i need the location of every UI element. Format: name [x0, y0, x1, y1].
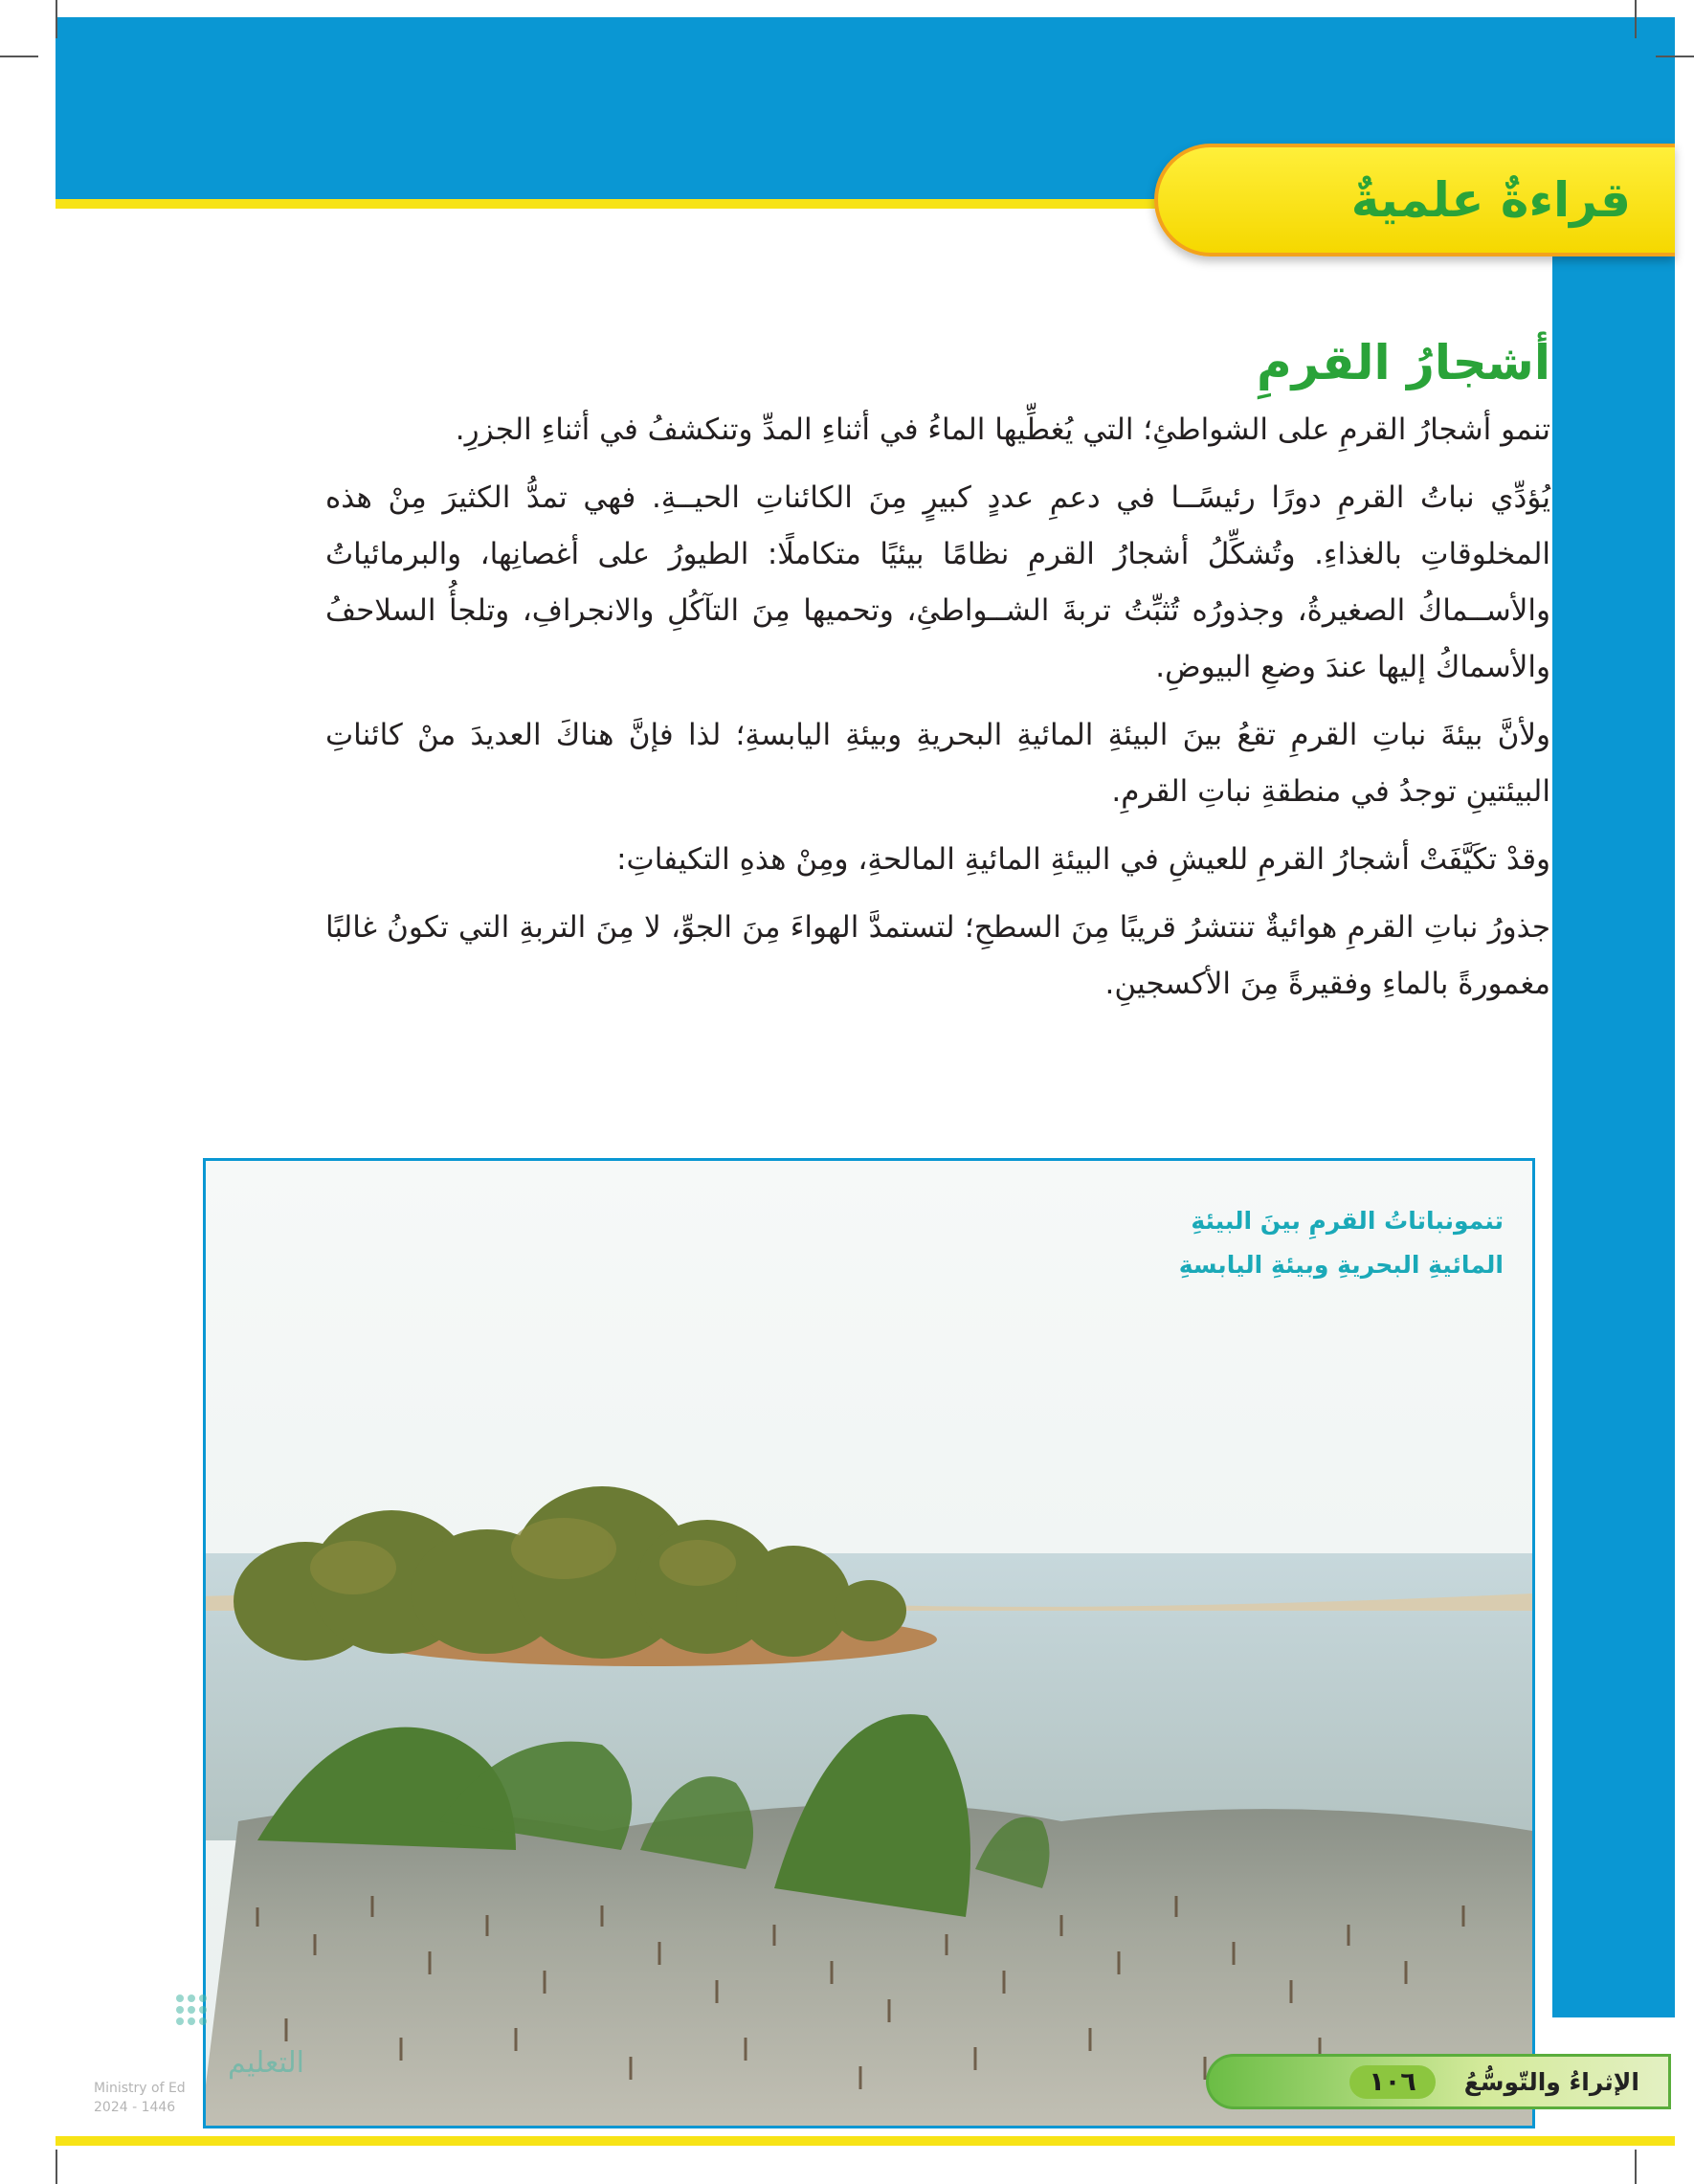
right-blue-band — [1552, 199, 1675, 2017]
article — [325, 335, 1550, 1024]
article-paragraph: تنمو أشجارُ القرمِ على الشواطئِ؛ التي يُغطِّيها الماءُ في أثناءِ المدِّ وتنكشفُ في أثناءِ الجزرِ. — [455, 412, 1550, 447]
photo-caption-line: المائيةِ البحريةِ وبيئةِ اليابسةِ — [1178, 1251, 1504, 1279]
crop-mark — [1656, 56, 1694, 57]
watermark-arabic: التعليم — [228, 2046, 304, 2080]
crop-mark — [1635, 2150, 1637, 2184]
watermark-year: 2024 - 1446 — [94, 2100, 176, 2115]
bottom-yellow-line — [56, 2136, 1675, 2146]
crop-mark — [0, 56, 38, 57]
mangrove-illustration — [203, 1161, 1532, 2128]
photo-caption — [1025, 1199, 1504, 1287]
ministry-logo-icon — [172, 1991, 230, 2039]
crop-mark — [1635, 0, 1637, 38]
footer-section-label: الإثراءُ والتّوسُّعُ — [1463, 2067, 1639, 2096]
section-title: قراءةٌ علميةٌ — [1350, 172, 1631, 228]
footer-badge — [1206, 2054, 1671, 2109]
article-paragraph: وقدْ تكَيَّفَتْ أشجارُ القرمِ للعيشِ في البيئةِ المائيةِ المالحةِ، ومِنْ هذهِ التكيفاتِ: — [616, 842, 1550, 877]
article-paragraph: جذورُ نباتِ القرمِ هوائيةٌ تنتشرُ قريبًا مِنَ السطحِ؛ لتستمدَّ الهواءَ مِنَ الجوِّ، لا مِنَ التربةِ التي تكونُ غالبًا مغمورةً بالماءِ وفقيرةً مِنَ الأكسجينِ. — [325, 910, 1550, 1001]
article-title: أشجارُ القرمِ — [1257, 335, 1550, 390]
section-title-tab — [1154, 144, 1675, 256]
watermark-english: Ministry of Ed — [94, 2081, 186, 2096]
article-paragraph: يُؤدِّي نباتُ القرمِ دورًا رئيسًــا في دعمِ عددٍ كبيرٍ مِنَ الكائناتِ الحيــةِ. فهي تمدُّ الكثيرَ مِنْ هذه المخلوقاتِ بالغذاءِ. وتُشكِّلُ أشجارُ القرمِ نظامًا بيئيًا متكاملًا: الطيورُ على أغصانِها، والبرمائياتُ والأســماكُ الصغيرةُ، وجذورُه تُثبِّتُ تربةَ الشــواطئِ، وتحميها مِنَ التآكُلِ والانجرافِ، وتلجأُ السلاحفُ والأسماكُ إليها عندَ وضعِ البيوضِ. — [325, 480, 1550, 684]
photo-caption-line: تنمونباتاتُ القرمِ بينَ البيئةِ — [1191, 1207, 1504, 1235]
mangrove-photo — [203, 1158, 1535, 2128]
page-number: ١٠٦ — [1349, 2065, 1435, 2099]
crop-mark — [56, 2150, 57, 2184]
article-paragraph: ولأنَّ بيئةَ نباتِ القرمِ تقعُ بينَ البيئةِ المائيةِ البحريةِ وبيئةِ اليابسةِ؛ لذا فإنَّ هناكَ العديدَ منْ كائناتِ البيئتينِ توجدُ في منطقةِ نباتِ القرمِ. — [325, 718, 1550, 809]
ministry-watermark — [94, 1991, 314, 2125]
crop-mark — [56, 0, 57, 38]
